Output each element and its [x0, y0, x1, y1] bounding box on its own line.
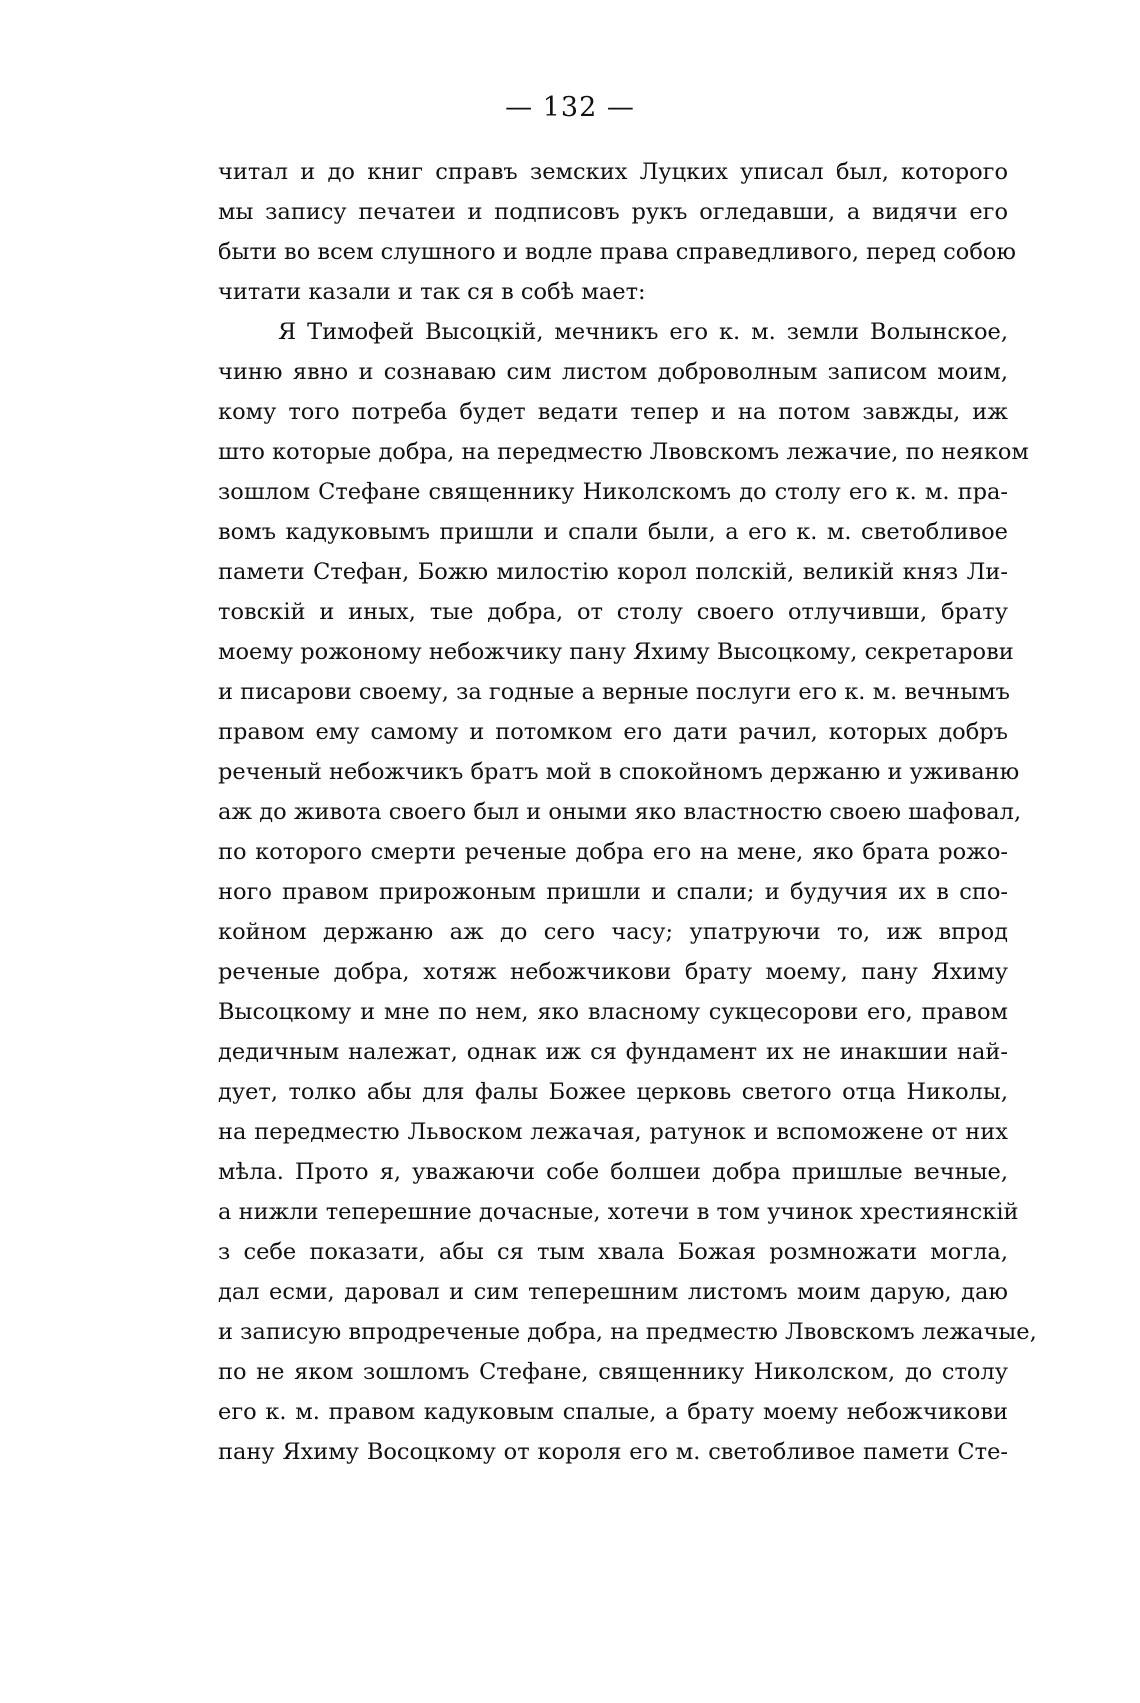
text-line: реченые добра, хотяж небожчикови брату моему, пану Яхиму — [218, 959, 1008, 985]
body-text — [218, 152, 1037, 1472]
text-line: по которого смерти реченые добра его на мене, яко брата рожо- — [218, 839, 1008, 865]
text-line: чиню явно и сознаваю сим листом доброволным записом моим, — [218, 359, 1008, 385]
text-line: на передместю Львоском лежачая, ратунок и вспоможене от них — [218, 1119, 1008, 1145]
text-line: з себе показати, абы ся тым хвала Божая розмножати могла, — [218, 1239, 1008, 1265]
text-line: вомъ кадуковымъ пришли и спали были, а его к. м. светобливое — [218, 519, 1008, 545]
text-line: Высоцкому и мне по нем, яко власному сукцесорови его, правом — [218, 999, 1008, 1025]
text-line: дедичным належат, однак иж ся фундамент их не инакшии най- — [218, 1039, 1008, 1065]
text-line: памети Стефан, Божю милостію корол полскій, великій княз Ли- — [218, 559, 1008, 585]
text-line: его к. м. правом кадуковым спалые, а брату моему небожчикови — [218, 1399, 1008, 1425]
text-line: реченый небожчикъ братъ мой в спокойномъ держаню и уживаню — [218, 759, 1020, 785]
text-line: и записую впродреченые добра, на предместю Лвовскомъ лежачые, — [218, 1319, 1037, 1345]
text-line: мы запису печатеи и подписовъ рукъ огледавши, а видячи его — [218, 199, 1008, 225]
text-line: быти во всем слушного и водле права справедливого, перед собою — [218, 239, 1017, 265]
text-line: пану Яхиму Восоцкому от короля его м. светобливое памети Сте- — [218, 1439, 1008, 1465]
text-line: аж до живота своего был и оными яко властностю своею шафовал, — [218, 799, 1022, 825]
text-line: мѣла. Прото я, уважаючи собе болшеи добра пришлые вечные, — [218, 1159, 1008, 1185]
text-line: зошлом Стефане священнику Николскомъ до столу его к. м. пра- — [218, 479, 1008, 505]
text-line: по не яком зошломъ Стефане, священнику Николском, до столу — [218, 1359, 1008, 1385]
text-line: ного правом прирожоным пришли и спали; и будучия их в спо- — [218, 879, 1008, 905]
text-line: што которые добра, на передместю Лвовскомъ лежачие, по неяком — [218, 439, 1029, 465]
text-line: товскій и иных, тые добра, от столу своего отлучивши, брату — [218, 599, 1008, 625]
text-line: читал и до книг справъ земских Луцких уписал был, которого — [218, 159, 1008, 185]
text-line: а нижли теперешние дочасные, хотечи в том учинок хрестиянскій — [218, 1199, 1019, 1225]
text-line: дал есми, даровал и сим теперешним листомъ моим дарую, даю — [218, 1279, 1008, 1305]
page-number: — 132 — — [505, 92, 635, 123]
text-line: кому того потреба будет ведати тепер и на потом завжды, иж — [218, 399, 1008, 425]
text-line: койном держаню аж до сего часу; упатруючи то, иж впрод — [218, 919, 1008, 945]
text-line: дует, толко абы для фалы Божее церковь светого отца Николы, — [218, 1079, 1008, 1105]
text-line: и писарови своему, за годные а верные послуги его к. м. вечнымъ — [218, 679, 1010, 705]
text-line: Я Тимофей Высоцкій, мечникъ его к. м. земли Волынское, — [278, 319, 1008, 345]
text-line: читати казали и так ся в собѣ мает: — [218, 279, 646, 305]
text-line: правом ему самому и потомком его дати рачил, которых добръ — [218, 719, 1008, 745]
text-line: моему рожоному небожчику пану Яхиму Высоцкому, секретарови — [218, 639, 1014, 665]
